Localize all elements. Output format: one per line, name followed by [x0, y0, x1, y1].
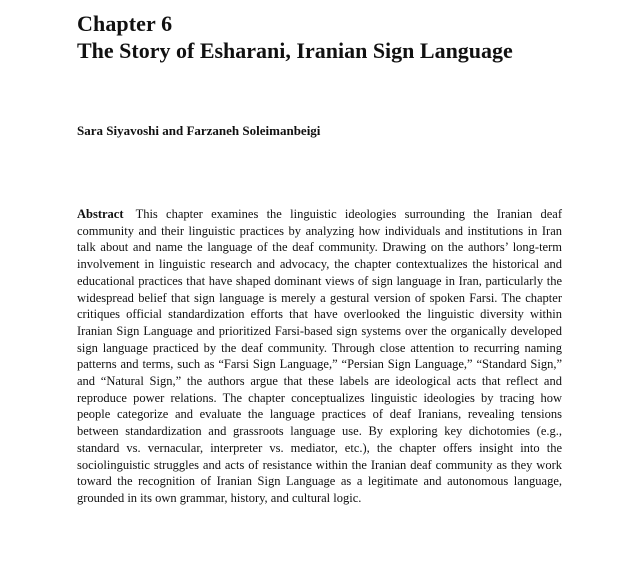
abstract-body: This chapter examines the linguistic ideologies surrounding the Iranian deaf community and their linguistic practices by analyzing how individuals and institutions in Iran talk about and name the language of the deaf community. Drawing on the authors’ long-term involvement in linguistic research and advocacy, the chapter contextualizes the historical and educational practices that have shaped dominant views of sign language in Iran, particularly the widespread belief that sign language is merely a gestural version of spoken Farsi. The chapter critiques official standardization efforts that have overlooked the linguistic diversity within Iranian Sign Language and prioritized Farsi-based sign systems over the organically developed sign language practiced by the deaf community. Through close attention to recurring naming patterns and terms, such as “Farsi Sign Language,” “Persian Sign Language,” “Standard Sign,” and “Natural Sign,” the authors argue that these labels are ideological acts that reflect and reproduce power relations. The chapter conceptualizes linguistic ideologies by tracing how people categorize and evaluate the language practices of deaf Iranians, revealing tensions between standardization and grassroots language use. By exploring key dichotomies (e.g., standard vs. vernacular, interpreter vs. mediator, etc.), the chapter offers insight into the sociolinguistic struggles and acts of resistance within the Iranian deaf community as they work toward the recognition of Iranian Sign Language as a legitimate and autonomous language, grounded in its own grammar, history, and cultural logic. [77, 207, 562, 505]
chapter-authors: Sara Siyavoshi and Farzaneh Soleimanbeigi [77, 123, 321, 138]
chapter-number: Chapter 6 [77, 11, 173, 36]
abstract-heading: Abstract [77, 207, 124, 221]
abstract-paragraph [77, 206, 562, 507]
chapter-title: The Story of Esharani, Iranian Sign Language [77, 38, 513, 63]
